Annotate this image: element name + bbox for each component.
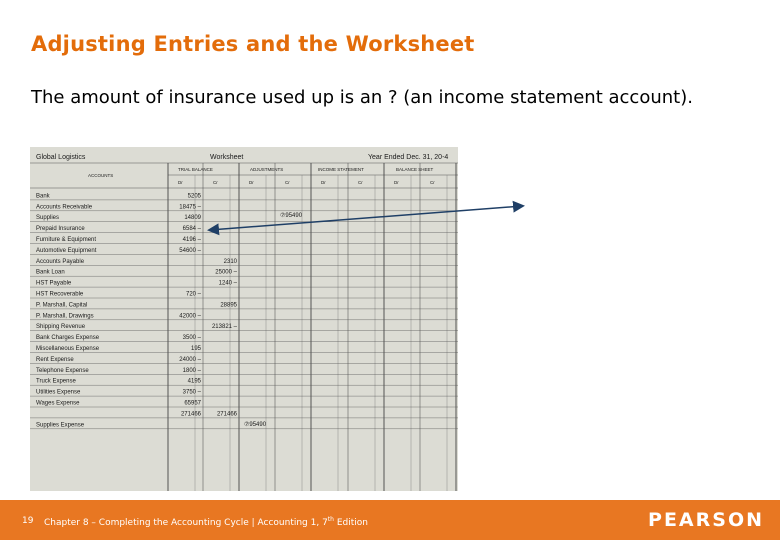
trial-balance-cr: 2310 [223,258,237,265]
slide-title: Adjusting Entries and the Worksheet [31,32,475,56]
trial-balance-dr: 5205 [187,193,201,200]
account-name: Bank Loan [36,269,65,276]
account-name: HST Payable [36,280,72,287]
trial-balance-dr: 18475 – [179,204,201,211]
account-name: Bank Charges Expense [36,335,100,342]
trial-balance-cr: 25000 – [215,269,237,276]
dr-label: Dr [394,180,399,185]
account-name: Supplies Expense [36,422,85,429]
dr-label: Dr [249,180,254,185]
account-name: Miscellaneous Expense [36,346,100,352]
trial-balance-cr: 213821 – [211,324,237,331]
group-adjustments: ADJUSTMENTS [250,167,284,172]
worksheet-accounts-header: ACCOUNTS [88,173,114,178]
trial-balance-dr: 6584 – [182,226,201,233]
dr-label: Dr [321,180,326,185]
account-name: Utilities Expense [36,389,81,396]
dr-label: Dr [178,180,183,185]
caption-main: Chapter 8 – Completing the Accounting Cycle | Accounting 1, 7 [44,518,328,528]
group-income-statement: INCOME STATEMENT [318,167,364,172]
trial-balance-dr: 42000 – [179,313,201,320]
caption-sup: th [327,516,334,523]
trial-balance-dr: 720 – [185,291,201,298]
account-name: Automotive Equipment [36,247,97,254]
pearson-logo: PEARSON [648,509,764,531]
trial-balance-dr: 195 [190,346,201,352]
account-name: Shipping Revenue [36,324,86,331]
account-name: Supplies [36,215,60,222]
account-name: P. Marshall, Capital [36,302,88,309]
trial-balance-dr: 65957 [184,400,201,407]
account-name: Prepaid Insurance [36,226,85,233]
trial-balance-dr: 271466 [180,411,201,418]
group-trial-balance: TRIAL BALANCE [178,167,213,172]
double-arrow-line [210,206,522,230]
trial-balance-dr: 3500 – [182,335,201,342]
account-name: Bank [36,193,50,200]
trial-balance-cr: 271466 [216,411,237,418]
account-name: Accounts Payable [36,258,85,265]
trial-balance-dr: 24000 – [179,356,201,363]
account-name: HST Recoverable [36,291,84,298]
trial-balance-dr: 4195 [187,378,201,385]
worksheet-period: Year Ended Dec. 31, 20-4 [368,154,449,161]
account-name: Furniture & Equipment [36,237,97,243]
worksheet-company: Global Logistics [36,154,86,161]
footer-bar [0,500,780,540]
trial-balance-dr: 14809 [184,215,201,222]
adjustment-supplies-credit: ⑦95490 [280,213,303,219]
account-name: P. Marshall, Drawings [36,313,94,320]
trial-balance-cr: 1240 – [218,280,237,287]
group-balance-sheet: BALANCE SHEET [396,167,434,172]
trial-balance-dr: 3750 – [182,389,201,396]
account-name: Wages Expense [36,400,80,407]
adjustment-supplies-expense-debit: ⑦95490 [244,422,267,428]
worksheet-title: Worksheet [210,154,244,161]
account-name: Accounts Receivable [36,204,93,211]
account-name: Telephone Expense [36,367,89,374]
footer-caption [44,516,368,528]
trial-balance-dr: 4196 – [182,237,201,243]
account-name: Rent Expense [36,356,74,363]
caption-tail: Edition [333,518,368,528]
trial-balance-dr: 1800 – [182,367,201,374]
slide-body-text: The amount of insurance used up is an ? (an income statement account). [31,87,693,108]
trial-balance-cr: 28895 [220,302,237,309]
cr-label: Cr [213,180,218,185]
cr-label: Cr [430,180,435,185]
cr-label: Cr [358,180,363,185]
page-number: 19 [22,516,34,526]
account-name: Truck Expense [36,378,76,385]
trial-balance-dr: 54600 – [179,247,201,254]
cr-label: Cr [285,180,290,185]
